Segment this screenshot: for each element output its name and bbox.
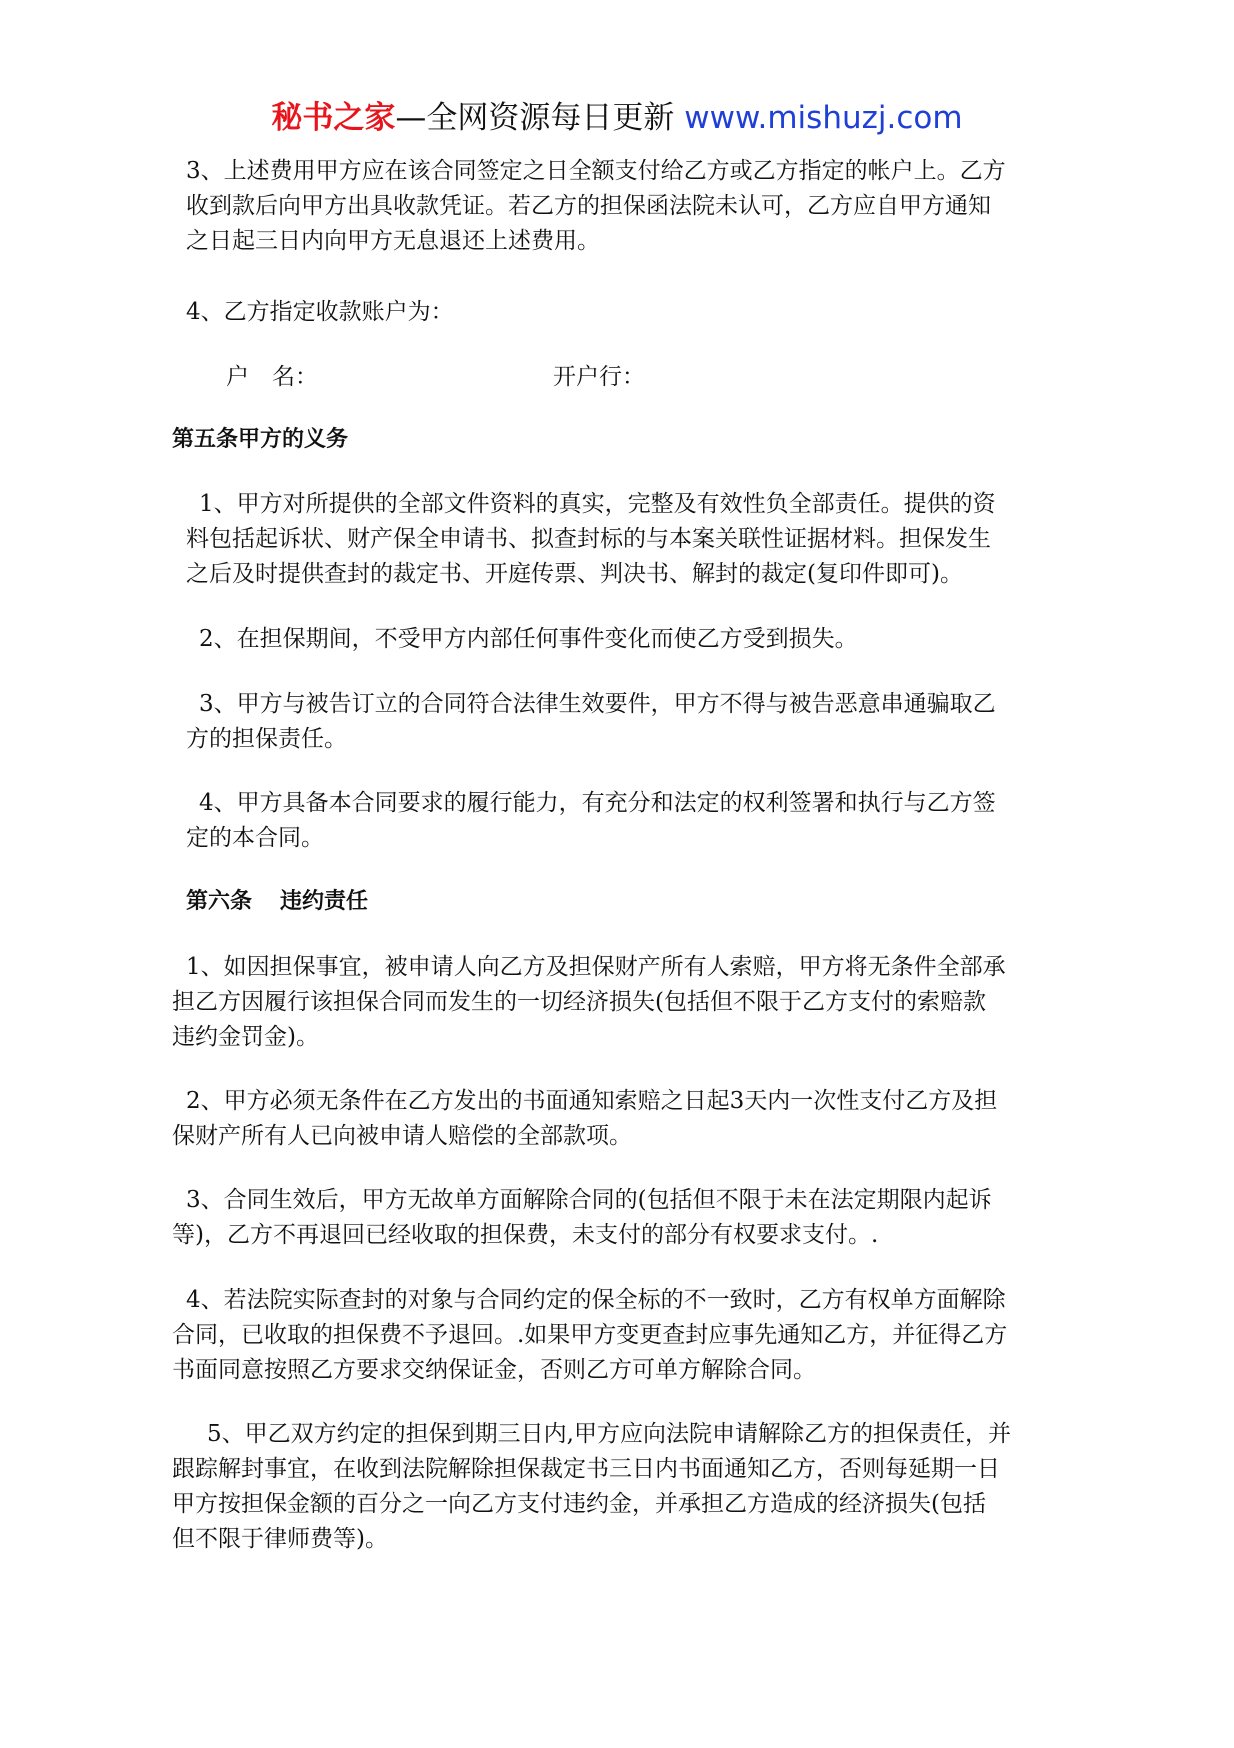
a5-item3-line2: 方的担保责任。: [186, 726, 347, 752]
a6-item4-line3: 书面同意按照乙方要求交纳保证金，否则乙方可单方解除合同。: [172, 1357, 816, 1383]
a6-item2-line2: 保财产所有人已向被申请人赔偿的全部款项。: [172, 1123, 632, 1149]
bank-label: 开户行：: [553, 364, 645, 390]
a4-item3-line3: 之日起三日内向甲方无息退还上述费用。: [186, 228, 600, 254]
a5-item4-line2: 定的本合同。: [186, 825, 324, 851]
article6-number: 第六条: [186, 889, 253, 914]
a5-item1-line1: 1、甲方对所提供的全部文件资料的真实，完整及有效性负全部责任。提供的资: [199, 491, 996, 517]
a4-item3-line1: 3、上述费用甲方应在该合同签定之日全额支付给乙方或乙方指定的帐户上。乙方: [186, 158, 1006, 184]
a6-item3-line2: 等)，乙方不再退回已经收取的担保费，未支付的部分有权要求支付。.: [172, 1222, 879, 1248]
a6-item5-line1: 5、甲乙双方约定的担保到期三日内,甲方应向法院申请解除乙方的担保责任，并: [207, 1421, 1011, 1447]
a6-item5-line4: 但不限于律师费等)。: [172, 1526, 388, 1552]
a5-item1-line2: 料包括起诉状、财产保全申请书、拟查封标的与本案关联性证据材料。担保发生: [186, 526, 991, 552]
a5-item1-line3: 之后及时提供查封的裁定书、开庭传票、判决书、解封的裁定(复印件即可)。: [186, 561, 963, 587]
site-header: [0, 98, 1234, 138]
a4-item3-line2: 收到款后向甲方出具收款凭证。若乙方的担保函法院未认可，乙方应自甲方通知: [186, 193, 991, 219]
site-url-link[interactable]: www.mishuzj.com: [684, 100, 963, 136]
article5-title: 第五条甲方的义务: [172, 427, 349, 452]
account-name-label: 户 名：: [226, 364, 318, 390]
brand-name: 秘书之家: [271, 100, 396, 136]
a4-item4: 4、乙方指定收款账户为：: [186, 299, 454, 325]
a6-item5-line2: 跟踪解封事宜，在收到法院解除担保裁定书三日内书面通知乙方，否则每延期一日: [172, 1456, 1000, 1482]
a6-item5-line3: 甲方按担保金额的百分之一向乙方支付违约金，并承担乙方造成的经济损失(包括: [172, 1491, 986, 1517]
article6-title: [186, 885, 368, 919]
a5-item3-line1: 3、甲方与被告订立的合同符合法律生效要件，甲方不得与被告恶意串通骗取乙: [199, 691, 996, 717]
a6-item1-line3: 违约金罚金)。: [172, 1024, 319, 1050]
header-slogan: —全网资源每日更新: [395, 100, 675, 136]
a6-item4-line2: 合同，已收取的担保费不予退回。.如果甲方变更查封应事先通知乙方，并征得乙方: [172, 1322, 1008, 1348]
a6-item1-line2: 担乙方因履行该担保合同而发生的一切经济损失(包括但不限于乙方支付的索赔款: [172, 989, 986, 1015]
a6-item3-line1: 3、合同生效后，甲方无故单方面解除合同的(包括但不限于未在法定期限内起诉: [186, 1187, 992, 1213]
a6-item2-line1: 2、甲方必须无条件在乙方发出的书面通知索赔之日起3天内一次性支付乙方及担: [186, 1088, 998, 1114]
a5-item2: 2、在担保期间，不受甲方内部任何事件变化而使乙方受到损失。: [199, 626, 858, 652]
a5-item4-line1: 4、甲方具备本合同要求的履行能力，有充分和法定的权利签署和执行与乙方签: [199, 790, 996, 816]
article6-name: 违约责任: [280, 889, 369, 914]
a6-item4-line1: 4、若法院实际查封的对象与合同约定的保全标的不一致时，乙方有权单方面解除: [186, 1287, 1006, 1313]
a6-item1-line1: 1、如因担保事宜，被申请人向乙方及担保财产所有人索赔，甲方将无条件全部承: [186, 954, 1006, 980]
